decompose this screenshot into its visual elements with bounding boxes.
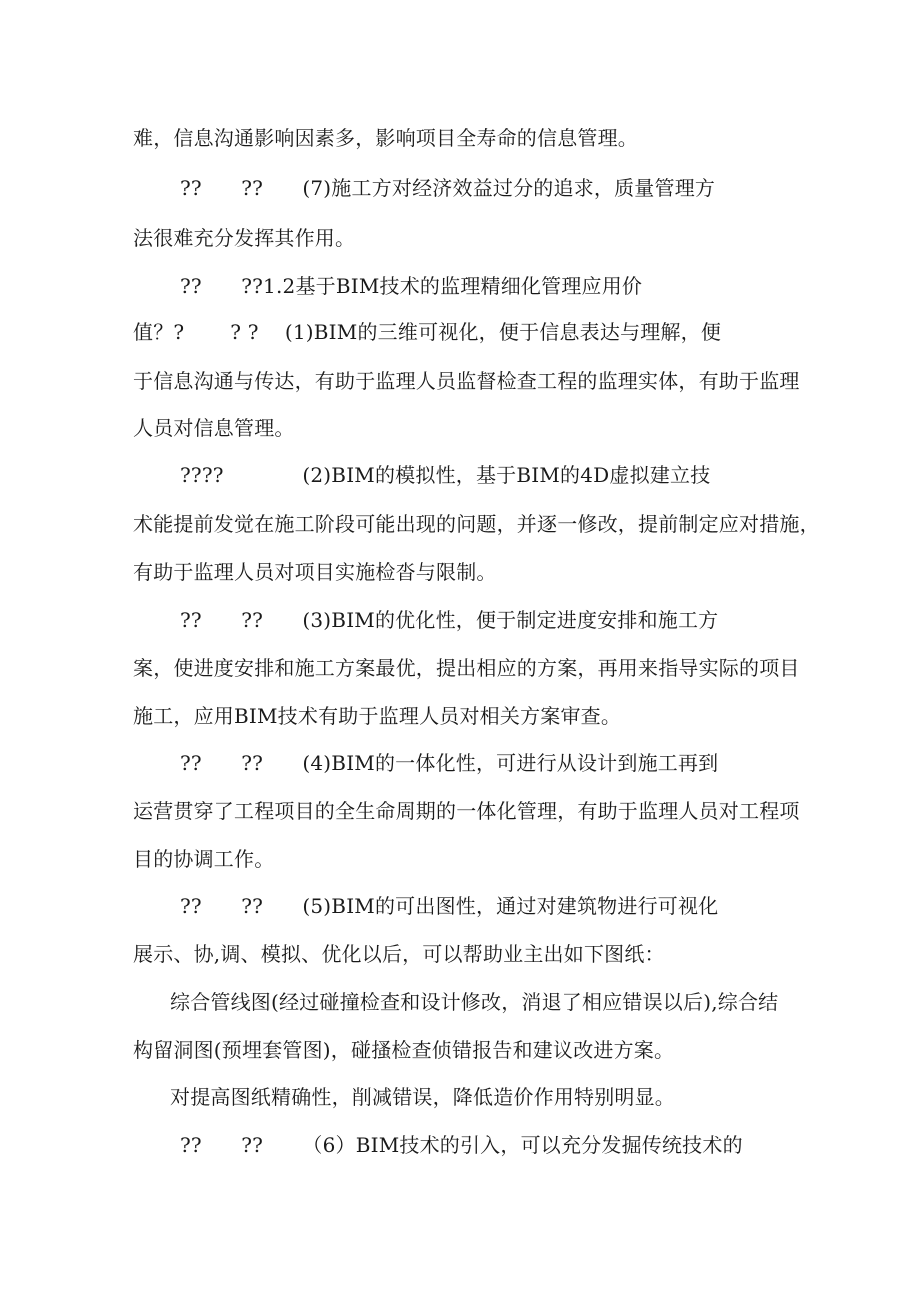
- paragraph-line-11: ?? ?? (3)BIM的优化性，便于制定进度安排和施工方: [180, 608, 719, 632]
- paragraph-line-15: 运营贯穿了工程项目的全生命周期的一体化管理，有助于监理人员对工程项: [133, 799, 800, 823]
- paragraph-line-3: 法很难充分发挥其作用。: [133, 226, 356, 250]
- paragraph-line-7: 人员对信息管理。: [133, 416, 295, 440]
- paragraph-line-22: ?? ?? （6）BIM技术的引入，可以充分发掘传统技术的: [180, 1133, 743, 1157]
- paragraph-line-10: 有助于监理人员对项目实施检沓与限制。: [133, 560, 497, 584]
- paragraph-line-5: 值？? ? ? (1)BIM的三维可视化，便于信息表达与理解，便: [133, 320, 722, 344]
- paragraph-line-13: 施工，应用BIM技术有助于监理人员对相关方案审查。: [133, 704, 622, 728]
- paragraph-line-17: ?? ?? (5)BIM的可出图性，通过对建筑物进行可视化: [180, 894, 719, 918]
- paragraph-line-19: 综合管线图(经过碰撞检查和设计修改，消退了相应错误以后),综合结: [170, 990, 779, 1014]
- paragraph-line-21: 对提高图纸精确性，削减错误，降低造价作用特别明显。: [170, 1085, 675, 1109]
- paragraph-line-6: 于信息沟通与传达，有助于监理人员监督检查工程的监理实体，有助于监理: [133, 369, 800, 393]
- paragraph-line-8: ???? (2)BIM的模拟性，基于BIM的4D虚拟建立技: [180, 463, 711, 487]
- paragraph-line-9: 术能提前发觉在施工阶段可能出现的问题，并逐一修改，提前制定应对措施，: [133, 512, 820, 536]
- paragraph-line-18: 展示、协,调、模拟、优化以后，可以帮助业主出如下图纸：: [133, 942, 665, 966]
- paragraph-line-16: 目的协调工作。: [133, 847, 275, 871]
- section-heading-line: ?? ??1.2基于BIM技术的监理精细化管理应用价: [180, 274, 643, 298]
- paragraph-line-1: 难，信息沟通影响因素多，影响项目全寿命的信息管理。: [133, 126, 638, 150]
- paragraph-line-2: ?? ?? (7)施工方对经济效益过分的追求，质量管理方: [180, 176, 716, 200]
- paragraph-line-20: 构留洞图(预埋套管图)，碰搔检查侦错报告和建议改进方案。: [133, 1038, 675, 1062]
- paragraph-line-14: ?? ?? (4)BIM的一体化性，可进行从设计到施工再到: [180, 751, 719, 775]
- paragraph-line-12: 案，使进度安排和施工方案最优，提出相应的方案，再用来指导实际的项目: [133, 656, 800, 680]
